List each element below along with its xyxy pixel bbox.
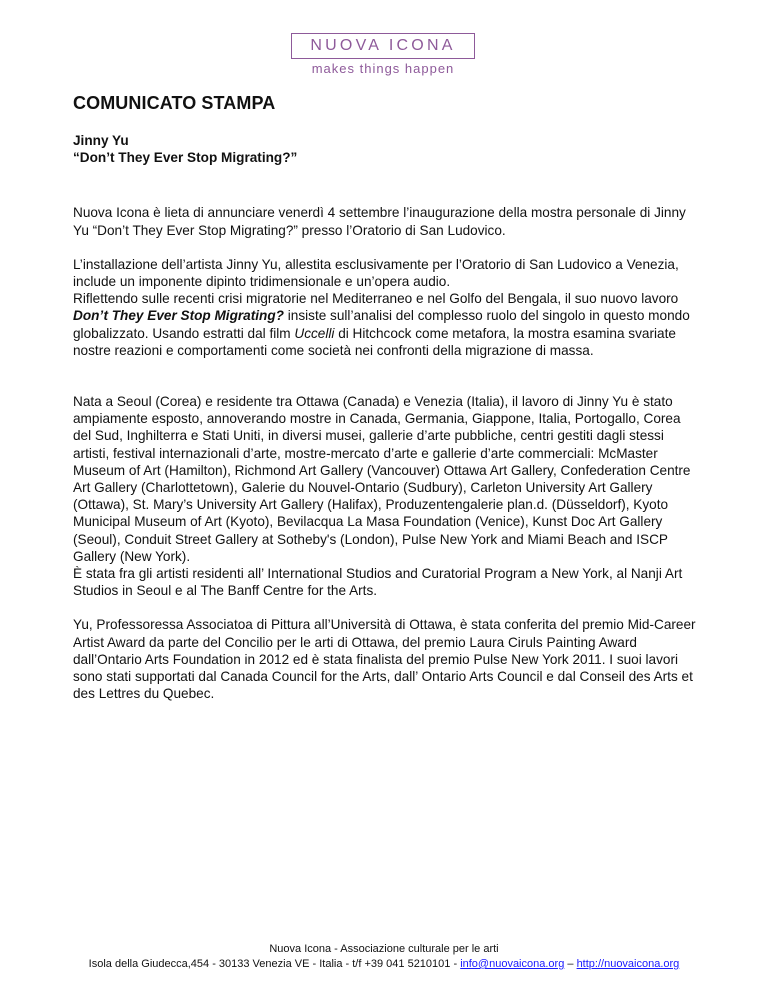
footer-address: Isola della Giudecca,454 - 30133 Venezia VE - Italia - t/f +39 041 5210101 - bbox=[88, 958, 458, 970]
work-title: Don’t They Ever Stop Migrating? bbox=[73, 308, 284, 324]
paragraph-installation-text-b: insiste sull’analisi del complesso ruolo del singolo in questo mondo globalizzato. Usando estratti dal film bbox=[73, 308, 690, 341]
paragraph-awards: Yu, Professoressa Associatoa di Pittura all’Università di Ottawa, è stata conferita del premio Mid-Career Artist Award da parte del Concilio per le arti di Ottawa, del premio Laura Ciruls Painting Award dall’Ontario Arts Foundation in 2012 ed è stata finalista del premio Pulse New York 2011. I suoi lavori sono stati supportati dal Canada Council for the Arts, dall’ Ontario Arts Council e dal Conseil des Arts et des Lettres du Quebec. bbox=[73, 617, 696, 702]
paragraph-installation-intro: L’installazione dell’artista Jinny Yu, allestita esclusivamente per l’Oratorio di San Ludovico a Venezia, include un imponente dipinto tridimensionale e un’opera audio. bbox=[73, 256, 679, 290]
paragraph-announcement: Nuova Icona è lieta di annunciare venerdì 4 settembre l’inaugurazione della mostra personale di Jinny Yu “Don’t They Ever Stop Migrating?” presso l’Oratorio di San Ludovico. bbox=[73, 205, 686, 238]
paragraph-biography-residencies: È stata fra gli artisti residenti all’ International Studios and Curatorial Program a New York, al Nanji Art Studios in Seoul e al The Banff Centre for the Arts. bbox=[73, 566, 683, 599]
page-footer bbox=[0, 942, 768, 972]
exhibition-title: “Don’t They Ever Stop Migrating?” bbox=[73, 150, 298, 166]
logo-name: NUOVA ICONA bbox=[291, 33, 475, 59]
paragraph-biography bbox=[73, 393, 698, 599]
paragraph-installation-text-a: Riflettendo sulle recenti crisi migratorie nel Mediterraneo e nel Golfo del Bengala, il suo nuovo lavoro bbox=[73, 291, 679, 307]
logo bbox=[291, 33, 475, 76]
footer-contact bbox=[0, 957, 768, 972]
paragraph-biography-exhibitions: Nata a Seoul (Corea) e residente tra Ottawa (Canada) e Venezia (Italia), il lavoro di Jinny Yu è stato ampiamente esposto, annoverando mostre in Canada, Germania, Giappone, Italia, Portogallo, Corea del Sud, Inghilterra e Stati Uniti, in diversi musei, gallerie d’arte pubbliche, centri gestiti dagli stessi artisti, festival internazionali d’arte, mostre-mercato d’arte e gallerie d’arte commerciali: McMaster Museum of Art (Hamilton), Richmond Art Gallery (Vancouver) Ottawa Art Gallery, Confederation Centre Art Gallery (Charlottetown), Galerie du Nouvel-Ontario (Sudbury), Carleton University Art Gallery (Ottawa), St. Mary’s University Art Gallery (Halifax), Produzentengalerie plan.d. (Düsseldorf), Kyoto Municipal Museum of Art (Kyoto), Bevilacqua La Masa Foundation (Venice), Kunst Doc Art Gallery (Seoul), Conduit Street Gallery at Sotheby's (London), Pulse New York and Miami Beach and ISCP Gallery (New York). bbox=[73, 394, 691, 564]
footer-separator: – bbox=[567, 958, 574, 970]
press-release-body bbox=[73, 92, 698, 702]
footer-organization: Nuova Icona - Associazione culturale per le arti bbox=[269, 943, 499, 955]
footer-website-link[interactable]: http://nuovaicona.org bbox=[576, 958, 680, 970]
footer-email-link[interactable]: info@nuovaicona.org bbox=[460, 958, 565, 970]
paragraph-installation-text-c: di Hitchcock come metafora, la mostra esamina svariate nostre reazioni e comportamenti come società nei confronti della migrazione di massa. bbox=[73, 325, 676, 358]
film-title: Uccelli bbox=[294, 325, 335, 341]
document-heading: COMUNICATO STAMPA bbox=[73, 93, 276, 113]
logo-tagline: makes things happen bbox=[311, 61, 455, 76]
artist-name: Jinny Yu bbox=[73, 133, 129, 148]
paragraph-installation bbox=[73, 256, 698, 359]
